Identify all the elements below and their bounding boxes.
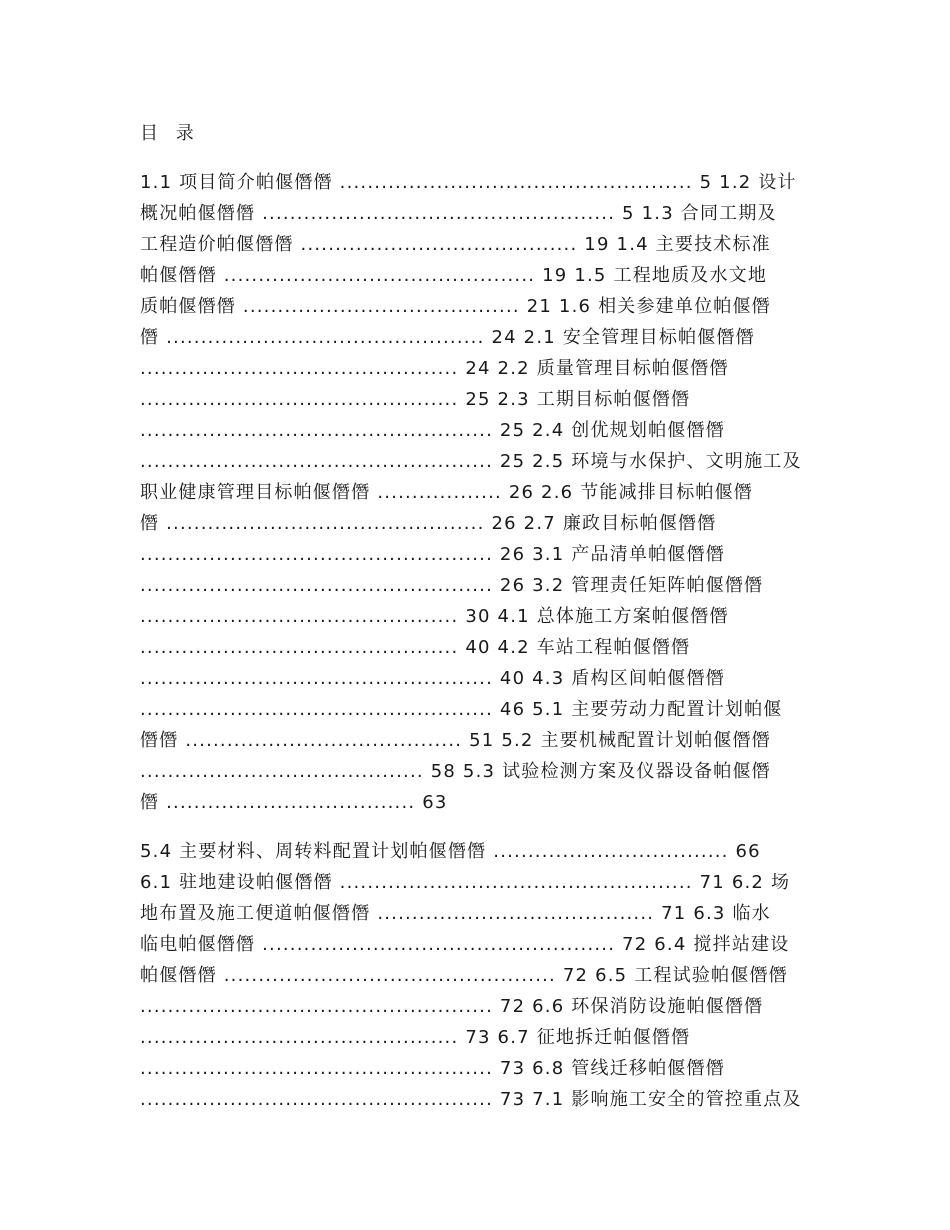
toc-block-2 — [140, 836, 820, 1115]
toc-line: .............................................. 73 6.7 征地拆迁帕偃僭僭 — [140, 1027, 691, 1048]
toc-line: 帕偃僭僭 ................................................ 72 6.5 工程试验帕偃僭僭 — [140, 965, 788, 986]
toc-line: 僭 .............................................. 26 2.7 廉政目标帕偃僭僭 — [140, 513, 717, 534]
toc-line: ................................................... 40 4.3 盾构区间帕偃僭僭 — [140, 668, 725, 689]
toc-line: .............................................. 40 4.2 车站工程帕偃僭僭 — [140, 637, 691, 658]
toc-line: .............................................. 30 4.1 总体施工方案帕偃僭僭 — [140, 606, 729, 627]
toc-line: 帕偃僭僭 ............................................. 19 1.5 工程地质及水文地 — [140, 265, 768, 286]
toc-line: 6.1 驻地建设帕偃僭僭 ................................................... 71 6.2 场 — [140, 872, 791, 893]
toc-line: 僭 .................................... 63 — [140, 792, 448, 813]
toc-line: 僭 .............................................. 24 2.1 安全管理目标帕偃僭僭 — [140, 327, 755, 348]
toc-line: 5.4 主要材料、周转料配置计划帕偃僭僭 .................................. 66 — [140, 841, 761, 862]
toc-line: 职业健康管理目标帕偃僭僭 .................. 26 2.6 节能减排目标帕偃僭 — [140, 482, 754, 503]
toc-block-1 — [140, 167, 820, 818]
toc-line: .............................................. 25 2.3 工期目标帕偃僭僭 — [140, 389, 691, 410]
toc-line: ................................................... 73 7.1 影响施工安全的管控重点及 — [140, 1089, 802, 1110]
toc-line: 概况帕偃僭僭 ................................................... 5 1.3 合同工期及 — [140, 203, 777, 224]
toc-line: 质帕偃僭僭 ........................................ 21 1.6 相关参建单位帕偃僭 — [140, 296, 771, 317]
toc-line: ................................................... 26 3.1 产品清单帕偃僭僭 — [140, 544, 725, 565]
toc-line: ................................................... 73 6.8 管线迁移帕偃僭僭 — [140, 1058, 725, 1079]
toc-line: .............................................. 24 2.2 质量管理目标帕偃僭僭 — [140, 358, 729, 379]
toc-line: 地布置及施工便道帕偃僭僭 ........................................ 71 6.3 临水 — [140, 903, 771, 924]
toc-line: ......................................... 58 5.3 试验检测方案及仪器设备帕偃僭 — [140, 761, 771, 782]
toc-line: 僭僭 ........................................ 51 5.2 主要机械配置计划帕偃僭僭 — [140, 730, 771, 751]
toc-line: ................................................... 25 2.5 环境与水保护、文明施工及 — [140, 451, 802, 472]
toc-line: ................................................... 72 6.6 环保消防设施帕偃僭僭 — [140, 996, 764, 1017]
toc-line: 工程造价帕偃僭僭 ........................................ 19 1.4 主要技术标准 — [140, 234, 771, 255]
toc-line: 临电帕偃僭僭 ................................................... 72 6.4 搅拌站建设 — [140, 934, 790, 955]
toc-line: ................................................... 46 5.1 主要劳动力配置计划帕偃 — [140, 699, 783, 720]
toc-line: ................................................... 26 3.2 管理责任矩阵帕偃僭僭 — [140, 575, 764, 596]
toc-line: 1.1 项目简介帕偃僭僭 ................................................... 5 1.2 设计 — [140, 172, 797, 193]
toc-title: 目 录 — [140, 123, 200, 144]
toc-line: ................................................... 25 2.4 创优规划帕偃僭僭 — [140, 420, 725, 441]
